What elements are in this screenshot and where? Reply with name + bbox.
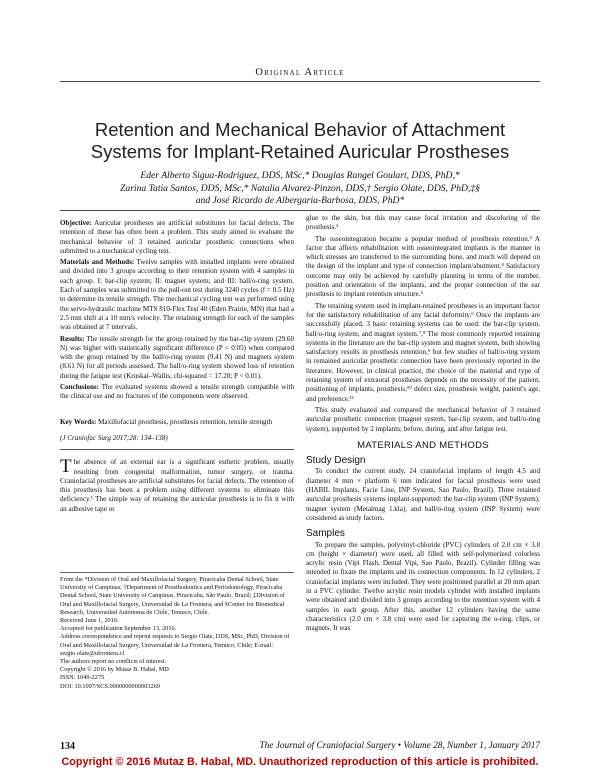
authors-rule bbox=[60, 210, 540, 211]
article-title: Retention and Mechanical Behavior of Attachment Systems for Implant-Retained Auricular Prostheses bbox=[90, 119, 510, 162]
keywords: Key Words: Maxillofacial prosthesis, prosthesis retention, tensile strength bbox=[60, 417, 273, 426]
section-label: Original Article bbox=[255, 67, 345, 78]
copyright-notice: Copyright © 2016 Mutaz B. Habal, MD. Unauthorized reproduction of this article is prohibited. bbox=[61, 756, 539, 768]
section-heading-methods: MATERIALS AND METHODS bbox=[357, 439, 489, 451]
journal-line: The Journal of Craniofacial Surgery • Volume 28, Number 1, January 2017 bbox=[259, 741, 540, 751]
header-rule bbox=[60, 81, 540, 82]
body-paragraph: This study evaluated and compared the mechanical behavior of 3 retained auricular prosthetic connection (magnet system, bar-clip system, and ball/o-ring system), supported by 2 implants; before, during, and after fatigue test. bbox=[306, 405, 540, 433]
footnote-doi: DOI: 10.1097/SCS.0000000000003269 bbox=[60, 682, 160, 690]
page-number: 134 bbox=[60, 741, 75, 752]
keywords-label: Key Words: bbox=[60, 417, 97, 426]
author-line: Zarina Tatia Santos, DDS, MSc,* Natalia Alvarez-Pinzon, DDS,† Sergio Olate, DDS, PhD,‡§ bbox=[120, 182, 480, 194]
body-paragraph: The osseointegration became a popular method of prosthesis retention.³ A factor that affects rehabilitation with osseointegrated implants is the manner in which stresses are transferred to the surrounding bone, and much will depend on the design of the implant and type of connection implant/abutment.⁴ Satisfactory outcome may only be achieved by carefully planning in terms of the number, position and orientation of the implants, and the proper connection of the ear prosthesis to implant retention structure.⁵ bbox=[306, 234, 540, 299]
right-column bbox=[306, 214, 540, 635]
footnotes bbox=[60, 576, 294, 691]
subheading-study-design: Study Design bbox=[306, 455, 366, 467]
drop-cap: T bbox=[60, 456, 72, 478]
left-column bbox=[60, 219, 294, 516]
abstract-methods: Materials and Methods: Twelve samples with installed implants were obtained and divided into 3 groups according to their retention system with 4 samples in each group. I: bar-clip system; II: magnet system; and III: ball/o-ring system. Each of samples was submitted to the pull-out test during 3240 cycles (f = 0.5 Hz) to determine its tensile strength. The mechanical cycling test was performed using the servo-hydraulic machine MTS 810-Flex Test 40 (Eden Prairie, MN) that had a 2.5 mm shift at a 10 mm/s velocity. The retaining strength for each of the samples was obtained at 7 intervals. bbox=[60, 258, 295, 332]
footnote-conflicts: The authors report no conflicts of interest. bbox=[60, 658, 167, 666]
abstract-conclusions: Conclusions: The evaluated systems showed a tensile strength compatible with the clinical use and no fractures of the components were observed. bbox=[60, 383, 294, 401]
footnote-issn: ISSN: 1049-2275 bbox=[60, 674, 105, 682]
intro-paragraph: The absence of an external ear is a significant esthetic problem, usually resulting from congenital malformation, tumor surgery, or trauma. Craniofacial prostheses are artificial substitutes for facial defects. The retention of this prosthesis has been a problem using different systems to eliminate this deficiency.¹ The simple way of retaining the auricular prosthesis is to fix it with an adhesive tape or bbox=[60, 456, 294, 513]
conclusions-label: Conclusions: bbox=[60, 383, 100, 392]
abstract-results: Results: The tensile strength for the group retained by the bar-clip system (29.60 N) was higher with statistically significant difference (P < 0.05) when compared with the group retained by the ball/o-ring system (9.41 N) and magnets system (8.61 N) for all periods assessed. The ball/o-ring system showed loss of retention during the fatigue test (Kruskal–Wallis, chi-squared = 17.28; P < 0.01). bbox=[60, 334, 294, 380]
page-footer bbox=[60, 741, 540, 752]
samples-paragraph: To prepare the samples, polyvinyl-chloride (PVC) cylinders of 2.0 cm × 3.8 cm (height × diameter) were used, all filled with self-polymerized colorless acrylic resin (Vipi Flash, Dental Vipi, Sao Paulo, Brazil). Cylinder filling was intended to fixate the implants and its connection components. In 12 cylinders, 2 craniofacial implants were included. They were positioned parallel at 20 mm apart in a PVC cylinder. Twelve acrylic resin models cylinder with installed implants were obtained and divided into 3 groups according to the retention system with 4 samples in each group. After this, another 12 cylinders having the same characteristics (2.0 cm × 3.8 cm) were used for capturing the o-ring, clips, or magnets. It was bbox=[306, 540, 540, 633]
results-label: Results: bbox=[60, 334, 85, 343]
methods-label: Materials and Methods: bbox=[60, 258, 135, 267]
author-line: Eder Alberto Sigua-Rodriguez, DDS, MSc,* Douglas Rangel Goulart, DDS, PhD,* bbox=[140, 170, 460, 181]
footnote-copyright: Copyright © 2016 by Mutaz B. Habal, MD bbox=[60, 666, 169, 674]
subheading-samples: Samples bbox=[306, 528, 345, 540]
footnote-affiliations: From the *Division of Oral and Maxillofacial Surgery, Piracicaba Dental School, State University of Campinas; †Department of Prosthodontics and Periodontology, Piracicaba Dental School, State University of Campinas, Piracicaba, São Paulo, Brazil; ‡Division of Oral and Maxillofacial Surgery, Universidad de La Frontera; and §Center for Biomedical Research, Universidad Autónoma de Chile, Temuco, Chile. bbox=[60, 576, 285, 616]
abstract-rule bbox=[60, 449, 294, 450]
footnote-received: Received June 1, 2016. bbox=[60, 617, 119, 625]
footnote-accepted: Accepted for publication September 13, 2016. bbox=[60, 625, 177, 633]
footnote-rule bbox=[60, 572, 294, 573]
author-list bbox=[60, 170, 540, 208]
study-design-paragraph: To conduct the current study, 24 craniofacial implants of length 4.5 and diameter 4 mm × platform 6 mm indicated for facial prosthesis were used (HABIL Implants, Facie Line, INP System, Sao Paulo, Brazil). Three retained auricular prosthesis systems implant-supported: the bar-clip system (INP System); magnet system (Metalmag 1.kla), and ball/o-ring system (INP System) were considered as study factors. bbox=[306, 467, 540, 522]
author-line: and José Ricardo de Albergaria-Barbosa, DDS, PhD* bbox=[195, 195, 405, 206]
body-paragraph: The retaining system used in implant-retained prostheses is an important factor for the satisfactory rehabilitation of any facial deformity.⁶ Once the implants are successfully placed, 3 basic retaining systems can be used: the bar-clip system, ball/o-ring system, and magnet system.⁷,⁸ The most commonly reported retaining systems in the literature are the bar-clip system and magnet system, both showing satisfactory results in prosthesis retention,⁹ but few studies of ball/o-ring system in remained auricular prosthetic connection have been previously reported in the literature. However, in clinical practice, the choice of the material and type of retaining system of extraoral prostheses depends on the necessity of the patient, positioning of implants, prosthesis,¹⁰ defect size, prosthesis weight, patient's age, and preference.¹¹ bbox=[306, 301, 540, 403]
objective-label: Objective: bbox=[60, 219, 92, 227]
body-paragraph: glue to the skin, but this may cause local irritation and discoloring of the prosthesis.² bbox=[306, 214, 540, 232]
abstract-objective: Objective: Auricular prostheses are artificial substitutes for facial defects. The retention of these has often been a problem. This study aimed to evaluate the mechanical behavior of 3 retained auricular prosthetic connections when submitted to a mechanical cycling test. bbox=[60, 219, 294, 255]
footnote-correspondence: Address correspondence and reprint requests to Sergio Olate, DDS, MSc, PhD, Division of Oral and Maxillofacial Surgery, Universidad de La Frontera, Temuco, Chile; E-mail: sergio.olate@ufrontera.cl bbox=[60, 633, 290, 657]
citation: (J Craniofac Surg 2017;28: 134–138) bbox=[60, 433, 168, 442]
